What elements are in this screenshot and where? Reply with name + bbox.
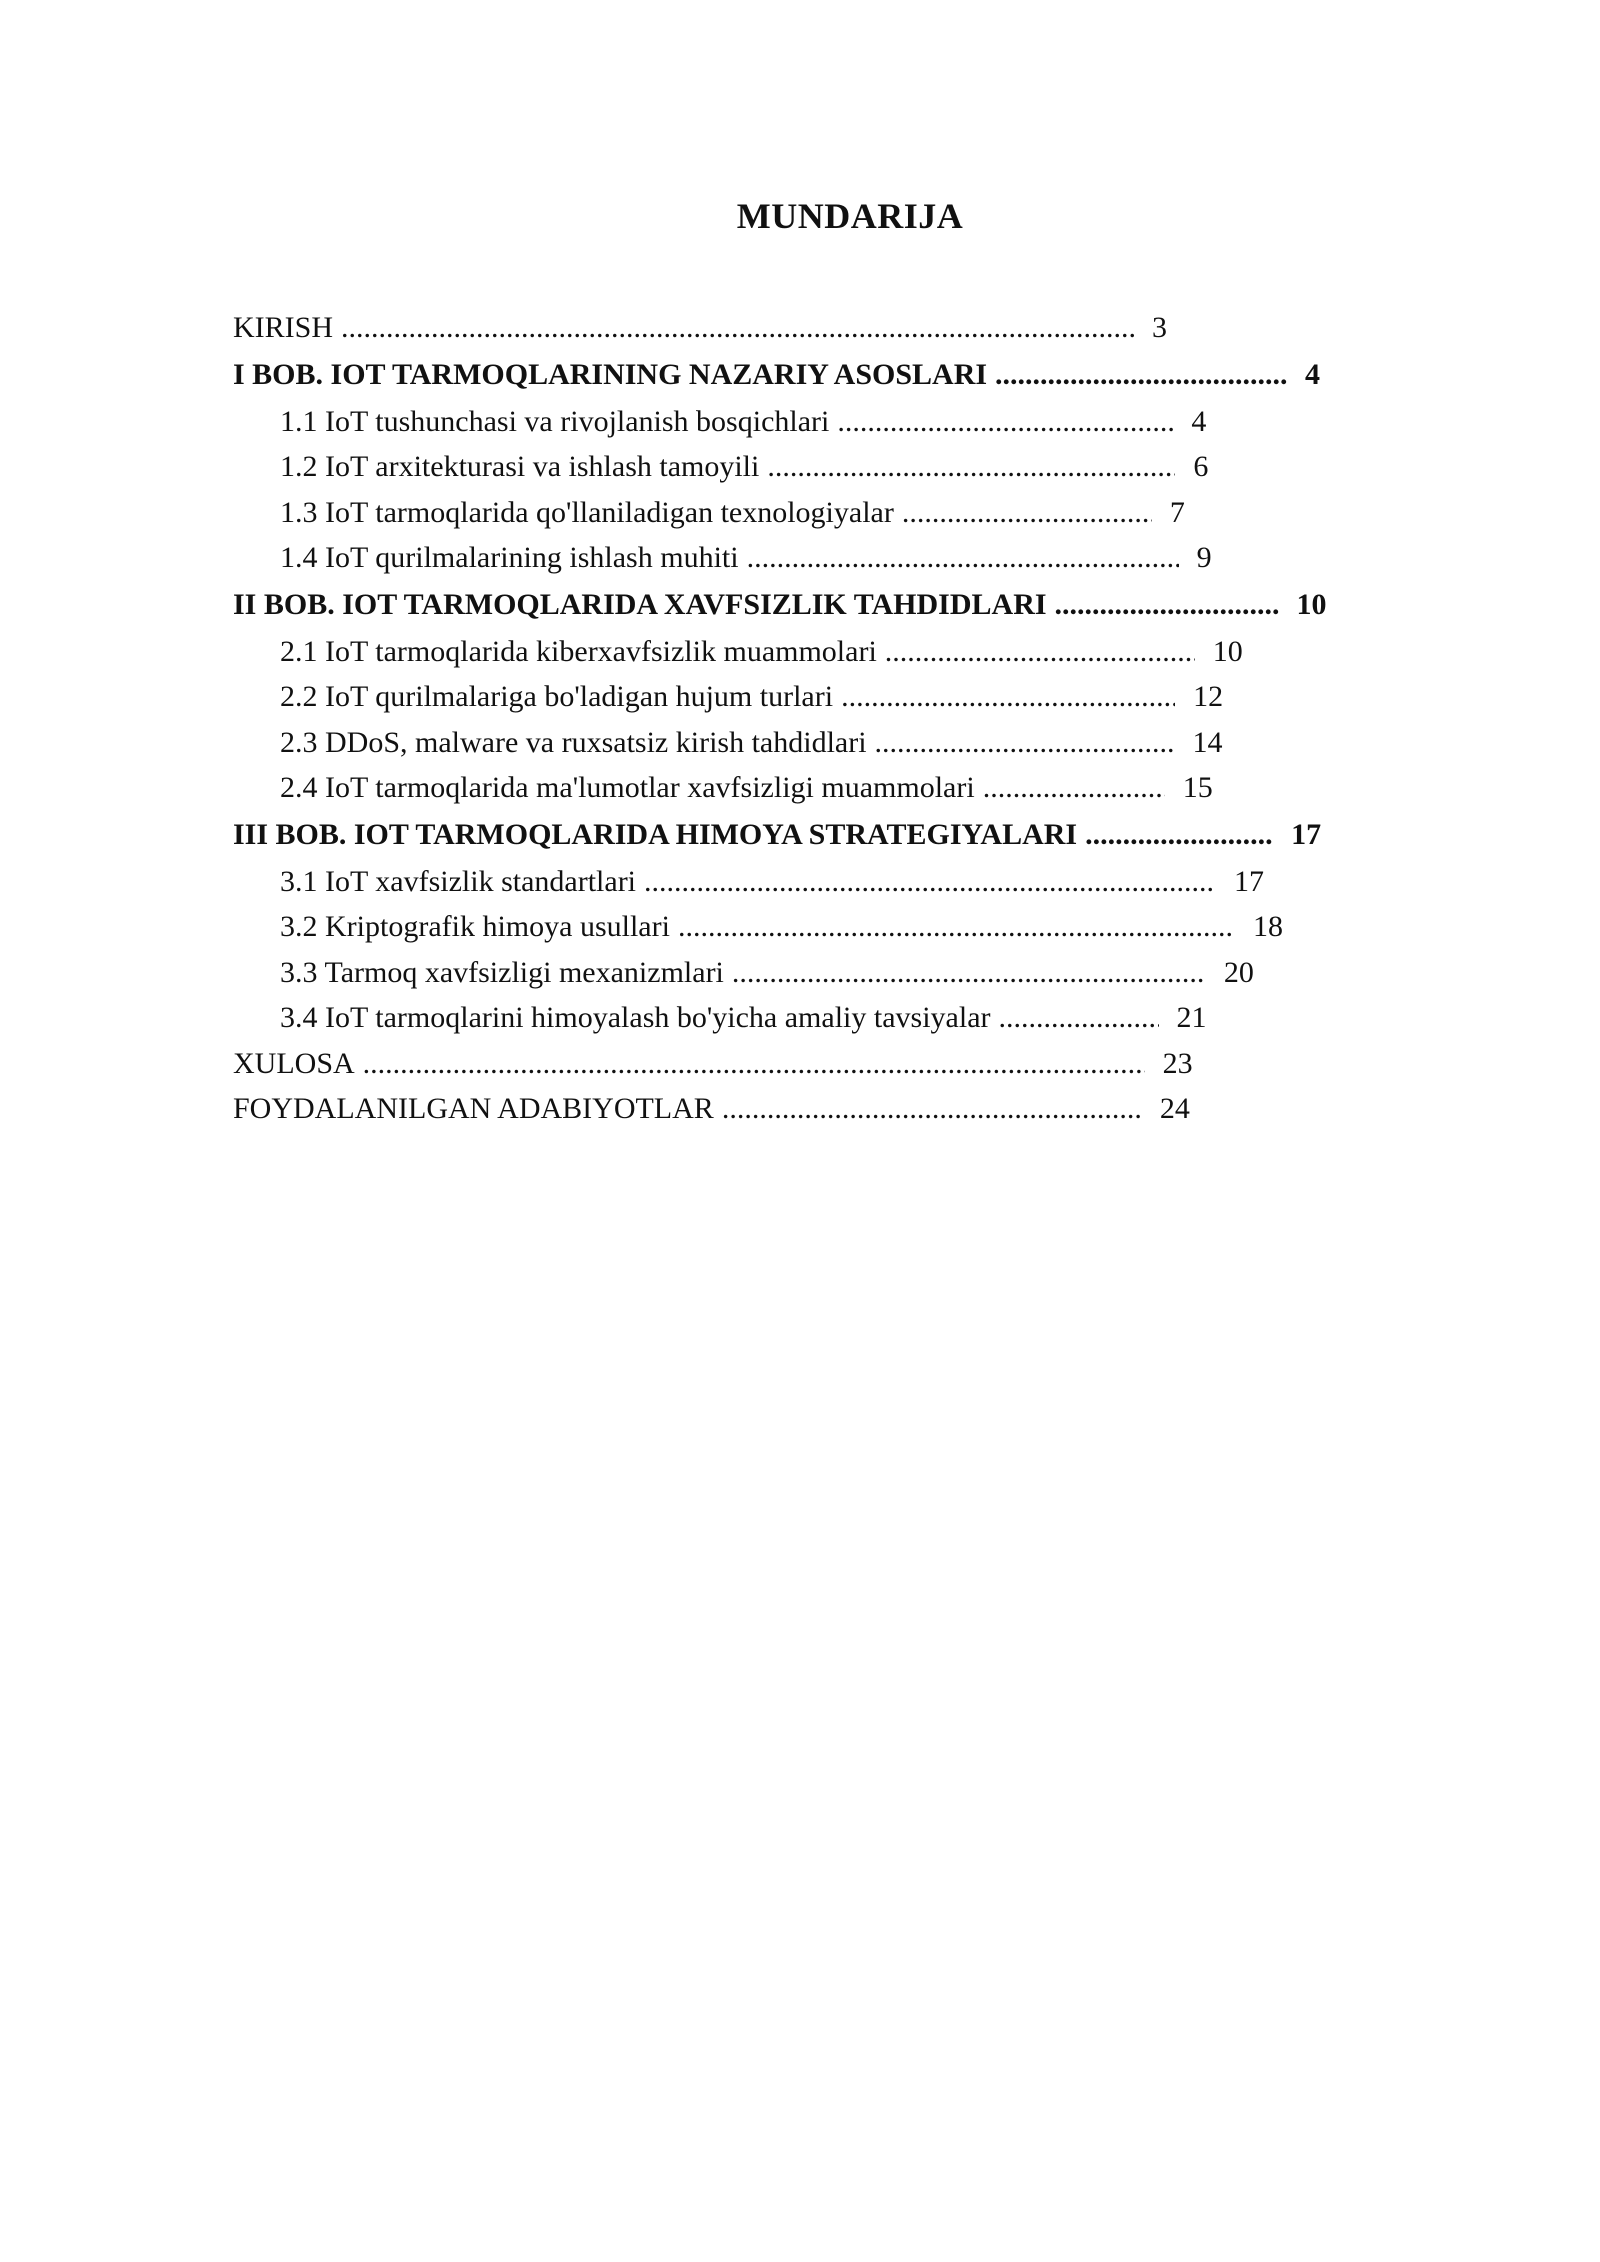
toc-page-number: 9 <box>1196 541 1212 574</box>
toc-entry-section-2-2[interactable] <box>233 674 1433 720</box>
toc-entry-kirish[interactable] <box>233 305 1433 351</box>
dot-leader <box>1055 581 1279 629</box>
toc-page-number: 12 <box>1193 680 1224 713</box>
toc-entry-section-1-1[interactable] <box>233 399 1433 445</box>
toc-page-number: 4 <box>1191 404 1207 438</box>
toc-entry-section-1-4[interactable] <box>233 535 1433 581</box>
dot-leader <box>732 950 1206 996</box>
dot-leader <box>837 399 1173 445</box>
toc-entry-label: 3.2 Kriptografik himoya usullari <box>280 910 670 943</box>
dot-leader <box>341 305 1134 351</box>
toc-entry-label: 1.3 IoT tarmoqlarida qo'llaniladigan texnologiyalar <box>280 495 894 529</box>
toc-entry-label: 3.1 IoT xavfsizlik standartlari <box>280 864 637 898</box>
toc-entry-section-2-4[interactable] <box>233 765 1433 811</box>
toc-entry-label: KIRISH <box>233 311 334 344</box>
toc-page-number: 10 <box>1296 587 1327 621</box>
toc-entry-section-2-1[interactable] <box>233 629 1433 675</box>
toc-page-number: 24 <box>1159 1092 1190 1125</box>
toc-entry-label: FOYDALANILGAN ADABIYOTLAR <box>233 1092 714 1125</box>
dot-leader <box>875 720 1175 766</box>
dot-leader <box>678 904 1235 950</box>
toc-page-number: 4 <box>1305 357 1321 391</box>
toc-page-number: 10 <box>1212 634 1243 668</box>
toc-entry-section-2-3[interactable] <box>233 720 1433 766</box>
toc-entry-label: 2.4 IoT tarmoqlarida ma'lumotlar xavfsizligi muammolari <box>280 771 975 804</box>
dot-leader <box>363 1041 1145 1087</box>
toc-entry-label: II BOB. IOT TARMOQLARIDA XAVFSIZLIK TAHDIDLARI <box>233 587 1047 621</box>
dot-leader <box>644 859 1216 905</box>
page-title: MUNDARIJA <box>736 196 964 236</box>
toc-entry-section-3-3[interactable] <box>233 950 1433 996</box>
toc-page-number: 6 <box>1193 450 1209 483</box>
toc-page-number: 18 <box>1252 910 1283 943</box>
dot-leader <box>902 490 1152 536</box>
dot-leader <box>995 351 1287 399</box>
toc-entry-label: 2.2 IoT qurilmalariga bo'ladigan hujum turlari <box>280 680 834 713</box>
dot-leader <box>841 674 1175 720</box>
toc-page-number: 17 <box>1291 817 1322 851</box>
toc-page-number: 21 <box>1176 1001 1207 1034</box>
toc-page-number: 20 <box>1223 955 1254 989</box>
toc-entry-label: 1.4 IoT qurilmalarining ishlash muhiti <box>280 541 739 574</box>
dot-leader <box>999 995 1159 1041</box>
toc-entry-section-3-1[interactable] <box>233 859 1433 905</box>
toc-entry-chapter-1[interactable] <box>233 351 1433 399</box>
toc-entry-chapter-3[interactable] <box>233 811 1433 859</box>
toc-page-number: 3 <box>1152 311 1168 344</box>
dot-leader <box>722 1086 1142 1132</box>
toc-entry-label: I BOB. IOT TARMOQLARINING NAZARIY ASOSLARI <box>233 357 988 391</box>
dot-leader <box>885 629 1195 675</box>
dot-leader <box>767 444 1175 490</box>
dot-leader <box>747 535 1179 581</box>
toc-entry-label: 2.3 DDoS, malware va ruxsatsiz kirish tahdidlari <box>280 725 867 759</box>
dot-leader <box>1085 811 1273 859</box>
dot-leader <box>983 765 1165 811</box>
toc-entry-label: XULOSA <box>233 1046 355 1080</box>
toc-entry-xulosa[interactable] <box>233 1041 1433 1087</box>
toc-entry-label: 2.1 IoT tarmoqlarida kiberxavfsizlik muammolari <box>280 634 877 668</box>
table-of-contents <box>233 305 1433 1132</box>
toc-page-number: 17 <box>1234 864 1265 898</box>
toc-entry-label: 3.4 IoT tarmoqlarini himoyalash bo'yicha amaliy tavsiyalar <box>280 1001 991 1034</box>
toc-page-number: 14 <box>1192 725 1223 759</box>
toc-entry-label: 1.2 IoT arxitekturasi va ishlash tamoyili <box>280 450 760 483</box>
toc-page-number: 15 <box>1182 771 1213 804</box>
toc-entry-section-3-2[interactable] <box>233 904 1433 950</box>
toc-entry-section-1-3[interactable] <box>233 490 1433 536</box>
toc-entry-section-3-4[interactable] <box>233 995 1433 1041</box>
toc-entry-label: III BOB. IOT TARMOQLARIDA HIMOYA STRATEGIYALARI <box>233 817 1078 851</box>
toc-entry-adabiyotlar[interactable] <box>233 1086 1433 1132</box>
toc-page-number: 23 <box>1162 1046 1193 1080</box>
toc-entry-chapter-2[interactable] <box>233 581 1433 629</box>
toc-entry-label: 1.1 IoT tushunchasi va rivojlanish bosqichlari <box>280 404 830 438</box>
toc-entry-label: 3.3 Tarmoq xavfsizligi mexanizmlari <box>280 955 724 989</box>
toc-page-number: 7 <box>1169 495 1185 529</box>
toc-entry-section-1-2[interactable] <box>233 444 1433 490</box>
